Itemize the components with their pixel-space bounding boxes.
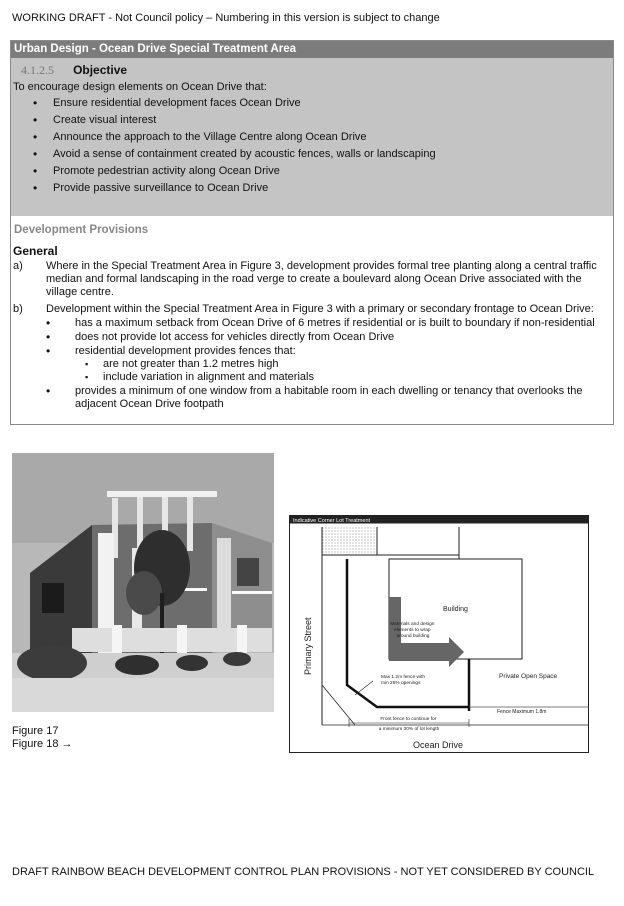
provision-item	[46, 317, 603, 330]
materials-note-line: elements to wrap	[394, 628, 431, 633]
provision-item-text: residential development provides fences that:	[75, 345, 296, 357]
general-heading: General	[13, 244, 58, 258]
objective-item: • Ensure residential development faces Ocean Drive	[11, 95, 613, 112]
figure-18-caption: Figure 18 →	[12, 738, 73, 750]
provision-b	[11, 303, 613, 411]
provision-item-text: provides a minimum of one window from a habitable room in each dwelling or tenancy that overlooks the adjacent Ocean Drive footpath	[75, 385, 583, 410]
provision-item	[46, 331, 603, 344]
provision-item-text: has a maximum setback from Ocean Drive of 6 metres if residential or is built to boundary if non-residential	[75, 317, 595, 329]
ocean-drive-provisions-box	[10, 40, 614, 425]
materials-note	[390, 621, 436, 639]
provision-letter: a)	[13, 260, 23, 272]
fence-requirements-list	[75, 358, 603, 384]
provision-letter: b)	[13, 303, 23, 315]
fence-note-line: Max 1.2m fence with	[381, 675, 425, 680]
fence-maximum-label: Fence Maximum 1.8m	[497, 709, 547, 715]
diagram-title: Indicative Corner Lot Treatment	[293, 518, 371, 524]
objective-intro: To encourage design elements on Ocean Drive that:	[13, 81, 267, 93]
figure-17-photo	[12, 453, 274, 712]
materials-note-line: Materials and design	[390, 622, 435, 627]
front-fence-note-line: a minimum 30% of lot length	[378, 727, 440, 732]
provision-item	[46, 345, 603, 384]
provision-b-list	[46, 317, 603, 411]
objective-label: Objective	[73, 63, 128, 77]
front-fence-note-line: Front fence to continue for	[380, 717, 437, 722]
objective-section	[11, 58, 613, 216]
objective-item: • Avoid a sense of containment created by acoustic fences, walls or landscaping	[11, 146, 613, 163]
figure-captions	[12, 725, 73, 751]
objective-item: • Announce the approach to the Village Centre along Ocean Drive	[11, 129, 613, 146]
provision-item-text: does not provide lot access for vehicles directly from Ocean Drive	[75, 331, 395, 343]
materials-note-line: around building	[396, 634, 430, 639]
provision-a	[11, 260, 613, 299]
figure-18-corner-lot-diagram	[289, 515, 589, 753]
draft-footer-note: DRAFT RAINBOW BEACH DEVELOPMENT CONTROL PLAN PROVISIONS - NOT YET CONSIDERED BY COUNCIL	[12, 866, 595, 878]
draft-header-note: WORKING DRAFT - Not Council policy – Numbering in this version is subject to change	[12, 12, 440, 24]
development-provisions-heading: Development Provisions	[14, 224, 149, 236]
objective-item: • Provide passive surveillance to Ocean Drive	[11, 180, 613, 197]
objective-heading	[11, 63, 613, 78]
section-number: 4.1.2.5	[21, 63, 54, 77]
figure-17-caption: Figure 17	[12, 725, 59, 737]
fence-requirement: ▪ are not greater than 1.2 metres high	[75, 358, 603, 371]
provision-item	[46, 385, 603, 411]
fence-note-line: min 25% openings	[381, 681, 421, 686]
private-open-space-label: Private Open Space	[499, 673, 558, 680]
objective-item: • Create visual interest	[11, 112, 613, 129]
fence-requirement: ▪ include variation in alignment and materials	[75, 371, 603, 384]
provision-text: Development within the Special Treatment Area in Figure 3 with a primary or secondary frontage to Ocean Drive:	[46, 303, 594, 315]
building-label: Building	[443, 606, 468, 613]
ocean-drive-label: Ocean Drive	[413, 740, 464, 750]
objective-item: • Promote pedestrian activity along Ocean Drive	[11, 163, 613, 180]
objective-list	[11, 95, 613, 197]
provision-text: Where in the Special Treatment Area in Figure 3, development provides formal tree planting along a central traffic median and formal landscaping in the road verge to create a boulevard along Ocean Drive associated with the village centre.	[46, 260, 597, 298]
section-title: Urban Design - Ocean Drive Special Treatment Area	[11, 41, 613, 58]
primary-street-label: Primary Street	[303, 617, 313, 675]
